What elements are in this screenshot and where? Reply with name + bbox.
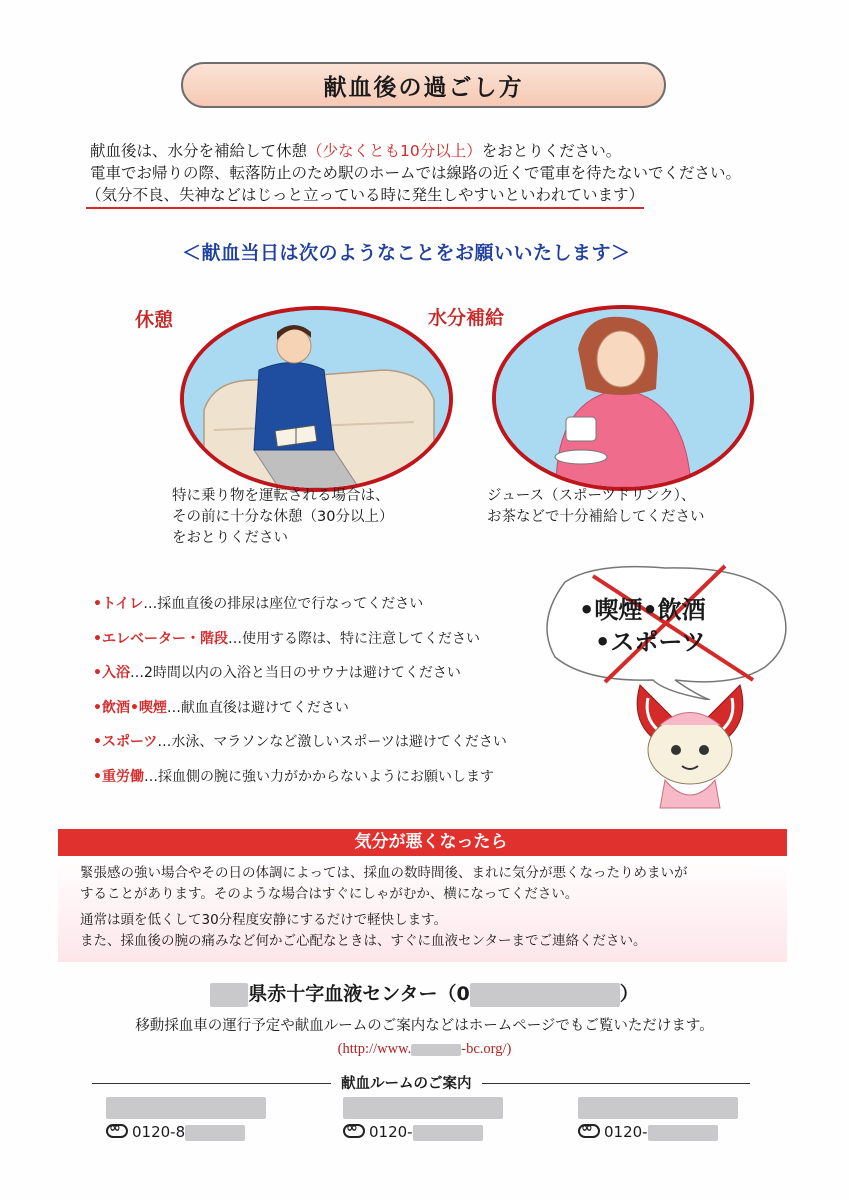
blood-center-name-text: 県赤十字血液センター（0 (248, 983, 470, 1005)
list-item (93, 594, 507, 629)
redacted-block (106, 1097, 266, 1119)
hydration-label: 水分補給 (428, 307, 505, 329)
room-phone: 0120- (604, 1123, 648, 1141)
tip-key: •トイレ (93, 596, 144, 612)
redacted-block (648, 1125, 718, 1141)
prohibited-line-1: •喫煙•飲酒 (579, 596, 706, 624)
intro-line-1 (90, 140, 741, 162)
redacted-block (470, 983, 620, 1007)
room-1 (106, 1097, 266, 1141)
hydration-illustration (492, 305, 754, 491)
url-part: (http://www. (337, 1041, 412, 1057)
rest-caption (172, 486, 393, 549)
blood-drop-mascot-icon (620, 680, 760, 815)
request-heading: ＜献血当日は次のようなことをお願いいたします＞ (182, 242, 631, 264)
room-phone: 0120- (369, 1123, 413, 1141)
intro-line-1a: 献血後は、水分を補給して休憩 (90, 142, 308, 160)
list-item (93, 732, 507, 767)
redacted-block (411, 1044, 461, 1056)
list-item (93, 767, 507, 802)
intro-text (86, 140, 742, 209)
tip-key: •入浴 (93, 665, 130, 681)
tip-key: •飲酒•喫煙 (93, 699, 167, 716)
tip-text: …水泳、マラソンなど激しいスポーツは避けてください (157, 734, 507, 750)
room-phone: 0120-8 (132, 1123, 186, 1141)
feeling-unwell-line: することがあります。そのような場合はすぐにしゃがむか、横になってください。 (80, 886, 579, 902)
url-part: -bc.org/) (461, 1041, 512, 1057)
feeling-unwell-text (80, 863, 688, 952)
tip-text: …採血直後の排尿は座位で行なってください (143, 596, 424, 612)
rest-caption-line: その前に十分な休憩（30分以上） (172, 509, 394, 525)
rest-caption-line: 特に乗り物を運転される場合は、 (172, 488, 390, 504)
prohibited-line-2: •スポーツ (595, 628, 706, 656)
rest-label: 休憩 (135, 309, 174, 331)
page-title-text: 献血後の過ごし方 (323, 74, 524, 101)
free-dial-icon (106, 1124, 128, 1138)
list-item (93, 629, 507, 664)
tip-key: •重労働 (93, 768, 144, 785)
intro-line-1b: をおとりください。 (481, 142, 622, 160)
rest-caption-line: をおとりください (172, 530, 288, 546)
blood-center-name-close: ） (619, 983, 639, 1005)
page-title (181, 62, 666, 108)
mascot (620, 680, 760, 815)
feeling-unwell-line: 緊張感の強い場合やその日の体調によっては、採血の数時間後、まれに気分が悪くなったりめまいが (80, 865, 688, 881)
feeling-unwell-line: 通常は頭を低くして30分程度安静にするだけで軽快します。 (80, 912, 448, 928)
hydration-caption-line: お茶などで十分補給してください (487, 509, 705, 525)
intro-line-3: （気分不良、失神などはじっと立っている時に発生しやすいといわれています） (86, 184, 644, 209)
tip-text: …献血直後は避けてください (166, 699, 349, 716)
tip-key: •エレベーター・階段 (93, 630, 228, 647)
list-item (93, 663, 507, 698)
room-2 (343, 1097, 503, 1141)
drinking-woman-icon (496, 309, 750, 487)
homepage-url[interactable] (0, 1041, 849, 1058)
intro-line-1-red: （少なくとも10分以上） (307, 142, 482, 160)
free-dial-icon (343, 1124, 365, 1138)
list-item (93, 698, 507, 733)
tip-key: •スポーツ (93, 734, 158, 750)
tip-text: …2時間以内の入浴と当日のサウナは避けてください (129, 665, 461, 681)
redacted-block (210, 983, 248, 1007)
intro-line-2: 電車でお帰りの際、転落防止のため駅のホームでは線路の近くで電車を待たないでください。 (90, 164, 742, 182)
homepage-note: 移動採血車の運行予定や献血ルームのご案内などはホームページでもご覧いただけます。 (135, 1018, 714, 1034)
feeling-unwell-line: また、採血後の腕の痛みなど何かご心配なときは、すぐに血液センターまでご連絡ください。 (80, 933, 647, 949)
free-dial-icon (578, 1124, 600, 1138)
rest-illustration (180, 306, 453, 492)
tip-text: …採血側の腕に強い力がかからないようにお願いします (143, 768, 494, 785)
hydration-caption (487, 486, 705, 528)
room-3 (578, 1097, 738, 1141)
redacted-block (413, 1125, 483, 1141)
rooms-heading: 献血ルームのご案内 (331, 1072, 482, 1093)
redacted-block (185, 1125, 245, 1141)
tip-text: …使用する際は、特に注意してください (227, 630, 480, 647)
tips-list (93, 594, 507, 801)
feeling-unwell-heading: 気分が悪くなったら (354, 832, 508, 852)
resting-man-icon (184, 310, 449, 488)
redacted-block (578, 1097, 738, 1119)
redacted-block (343, 1097, 503, 1119)
blood-center-name (0, 979, 849, 1007)
hydration-caption-line: ジュース（スポーツドリンク）、 (487, 488, 696, 504)
